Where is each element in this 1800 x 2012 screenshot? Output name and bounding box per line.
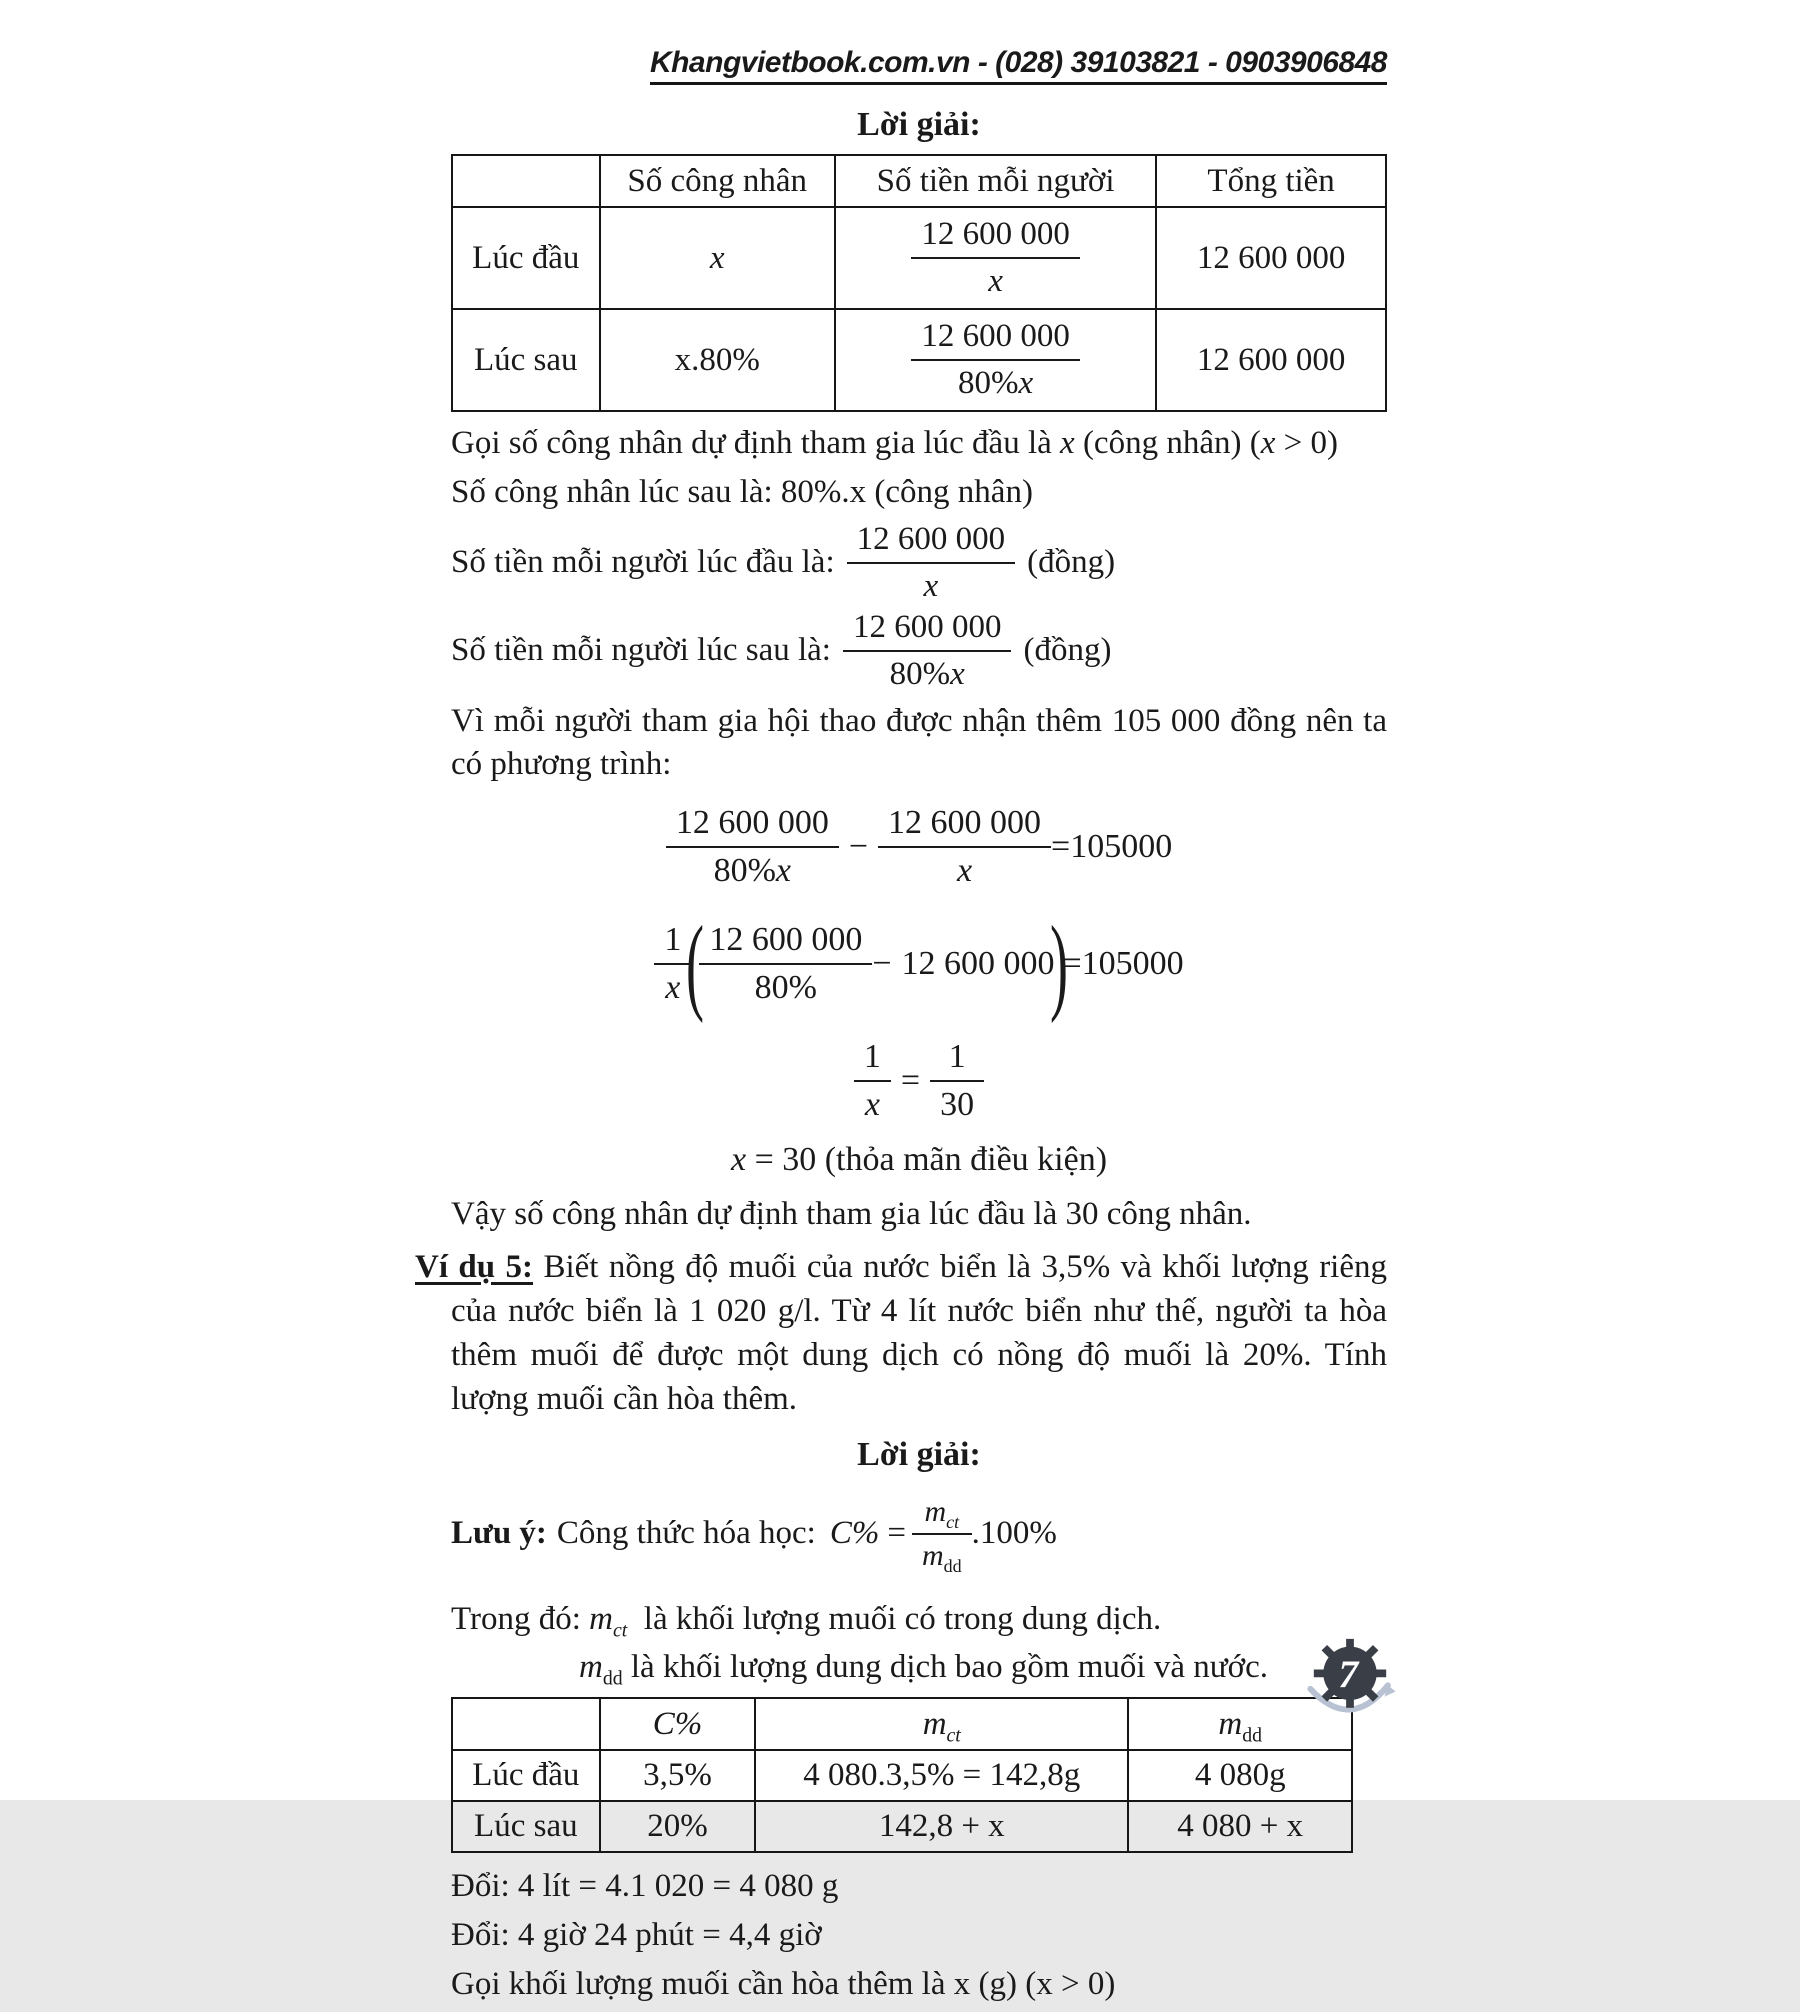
mct-value: 142,8 + x bbox=[755, 1801, 1128, 1852]
table-row bbox=[452, 1750, 1352, 1801]
left-paren: ( bbox=[686, 904, 705, 1024]
fraction-numerator: 12 600 000 bbox=[911, 317, 1080, 361]
fraction-denominator: 80%x bbox=[957, 365, 1034, 401]
mdd-value: 4 080 + x bbox=[1128, 1801, 1352, 1852]
fraction: $\frac{1}{x}$ bbox=[654, 920, 691, 1008]
para-vi-moi-nguoi: Vì mỗi người tham gia hội thao được nhận thêm 105 000 đồng nên ta có phương trình: bbox=[451, 702, 1387, 783]
money-fraction-cell bbox=[835, 309, 1156, 411]
equation-3 bbox=[451, 1037, 1387, 1125]
table-row bbox=[452, 1801, 1352, 1852]
table-row bbox=[452, 309, 1386, 411]
math-x: x bbox=[1260, 425, 1276, 461]
page-number-badge bbox=[1298, 1632, 1402, 1744]
line-vay: Vậy số công nhân dự định tham gia lúc đầu là 30 công nhân. bbox=[451, 1196, 1252, 1233]
c-percent: C% bbox=[829, 1515, 880, 1551]
line-m-dd: $m_{dd}$ là khối lượng dung dịch bao gồm muối và nước. bbox=[579, 1649, 1268, 1690]
workers-table bbox=[451, 154, 1387, 412]
col-total: Tổng tiền bbox=[1156, 155, 1386, 207]
line-tien-sau: Số tiền mỗi người lúc sau là: $\frac{12 600 000}{80\%x}$ (đồng) bbox=[451, 608, 1112, 692]
page-number: 7 bbox=[1338, 1652, 1359, 1697]
line-doi-1: Đổi: 4 lít = 4.1 020 = 4 080 g bbox=[451, 1868, 839, 1905]
line-goi-2: Gọi khối lượng muối cần hòa thêm là x (g) (x > 0) bbox=[451, 1966, 1116, 2003]
table-header-row bbox=[452, 1698, 1352, 1750]
workers-value: x.80% bbox=[600, 309, 835, 411]
equals-sign: = bbox=[887, 1515, 906, 1551]
workers-value: x bbox=[600, 207, 835, 309]
rhs-value: 105000 bbox=[1081, 945, 1184, 983]
col-m-dd: $m_{dd}$ bbox=[1128, 1698, 1352, 1750]
table-row bbox=[452, 207, 1386, 309]
total-value: 12 600 000 bbox=[1156, 309, 1386, 411]
page-header bbox=[451, 46, 1387, 80]
math-x: x bbox=[730, 1141, 747, 1179]
page-content bbox=[415, 46, 1387, 2012]
line-tien-dau: Số tiền mỗi người lúc đầu là: $\frac{12 600 000}{x}$ (đồng) bbox=[451, 520, 1116, 604]
fraction: $\frac{12 600 000}{x}$ bbox=[847, 520, 1016, 606]
example-5-label: Ví dụ 5: bbox=[415, 1249, 534, 1285]
equation-1 bbox=[451, 803, 1387, 891]
c-value: 20% bbox=[600, 1801, 756, 1852]
col-workers: Số công nhân bbox=[600, 155, 835, 207]
row-label: Lúc đầu bbox=[452, 1750, 600, 1801]
col-money: Số tiền mỗi người bbox=[835, 155, 1156, 207]
equals-sign: = bbox=[900, 1062, 921, 1099]
equals-sign: = bbox=[1062, 945, 1082, 983]
right-paren: ) bbox=[1049, 904, 1068, 1024]
c-value: 3,5% bbox=[600, 1750, 756, 1801]
equals-sign: = bbox=[1051, 828, 1071, 866]
col-c-percent: C% bbox=[600, 1698, 756, 1750]
fraction: $\frac{1}{x}$ bbox=[854, 1037, 891, 1125]
mdd-value: 4 080g bbox=[1128, 1750, 1352, 1801]
fraction: $\frac{1}{30}$ bbox=[930, 1037, 984, 1125]
minus-sign: − bbox=[872, 945, 892, 983]
gear-icon bbox=[1314, 1639, 1386, 1708]
math-x: x bbox=[1060, 425, 1075, 461]
rhs-value: 105000 bbox=[1070, 828, 1173, 866]
minus-sign: − bbox=[848, 828, 868, 866]
row-label: Lúc đầu bbox=[452, 207, 600, 309]
solution1-title: Lời giải: bbox=[857, 106, 981, 143]
line-doi-2: Đổi: 4 giờ 24 phút = 4,4 giờ bbox=[451, 1917, 822, 1954]
line-trong-do: Trong đó: $m_{ct}$ là khối lượng muối có trong dung dịch. bbox=[451, 1600, 1162, 1642]
empty-cell bbox=[452, 155, 600, 207]
line-goi: Gọi số công nhân dự định tham gia lúc đầu là x (công nhân) (x > 0) bbox=[451, 425, 1338, 461]
fraction: $\frac{12 600 000}{80\%x}$ bbox=[666, 803, 839, 891]
note-label: Lưu ý: bbox=[451, 1515, 547, 1551]
fraction: $\frac{m_{ct}}{m_{dd}}$ bbox=[912, 1494, 972, 1573]
table-header-row bbox=[452, 155, 1386, 207]
fraction-denominator: x bbox=[988, 263, 1003, 299]
m-ct: $m_{ct}$ bbox=[589, 1600, 628, 1642]
fraction bbox=[911, 215, 1080, 301]
row-label: Lúc sau bbox=[452, 309, 600, 411]
line-so-cong-nhan: Số công nhân lúc sau là: 80%.x (công nhân) bbox=[451, 473, 1033, 510]
fraction: $\frac{12 600 000}{80\%x}$ bbox=[843, 608, 1012, 694]
mct-value: 4 080.3,5% = 142,8g bbox=[755, 1750, 1128, 1801]
example-5: Ví dụ 5: Biết nồng độ muối của nước biển là 3,5% và khối lượng riêng của nước biển là 1 020 g/l. Từ 4 lít nước biển như thế, người ta hòa thêm muối để được một dung dịch có nồng độ muối là 20%. Tính lượng muối cần hòa thêm. bbox=[415, 1249, 1387, 1417]
line-luu-y: Lưu ý: Công thức hóa học: C% = $\frac{m_{ct}}{m_{dd}}$ .100% bbox=[451, 1495, 1057, 1576]
row-label: Lúc sau bbox=[452, 1801, 600, 1852]
col-m-ct: $m_{ct}$ bbox=[755, 1698, 1128, 1750]
money-fraction-cell bbox=[835, 207, 1156, 309]
fraction-numerator: 12 600 000 bbox=[911, 215, 1080, 259]
fraction: $\frac{12 600 000}{80\%}$ bbox=[699, 920, 872, 1008]
equation-result: x = 30 (thỏa mãn điều kiện) bbox=[730, 1141, 1108, 1179]
solution2-title: Lời giải: bbox=[857, 1435, 981, 1473]
concentration-table bbox=[451, 1697, 1353, 1853]
header-text: Khangvietbook.com.vn - (028) 39103821 - 0903906848 bbox=[650, 46, 1387, 85]
empty-cell bbox=[452, 1698, 600, 1750]
fraction bbox=[911, 317, 1080, 403]
m-dd: $m_{dd}$ bbox=[579, 1649, 623, 1690]
fraction: $\frac{12 600 000}{x}$ bbox=[878, 803, 1051, 891]
equation-2: $\frac{1}{x}$ ( $\frac{12 600 000}{80\%}$ − 12 600 000 ) = 105000 bbox=[451, 908, 1387, 1021]
total-value: 12 600 000 bbox=[1156, 207, 1386, 309]
